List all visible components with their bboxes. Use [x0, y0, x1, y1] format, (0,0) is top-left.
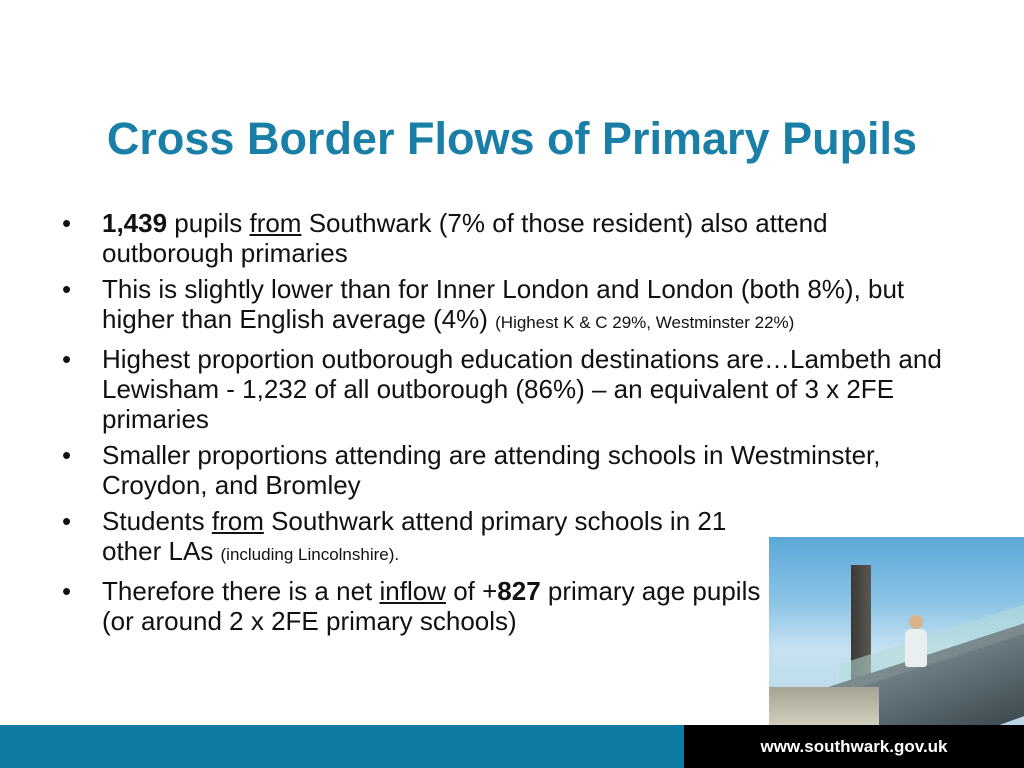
- bullet-item: [60, 344, 960, 434]
- bullet-text: Students: [102, 506, 212, 536]
- bullet-item: [60, 274, 960, 338]
- bullet-item: [60, 440, 960, 500]
- ground-shape: [769, 687, 879, 725]
- bullet-text: Highest proportion outborough education destinations are…Lambeth and Lewisham - 1,232 of all outborough (86%) – an equivalent of 3 x 2FE primaries: [102, 344, 942, 434]
- bullet-note: (including Lincolnshire).: [220, 545, 400, 564]
- footer-url[interactable]: www.southwark.gov.uk: [684, 725, 1024, 768]
- bullet-item: [60, 208, 960, 268]
- bullet-text: Southwark attend primary schools in 21 other LAs: [102, 506, 727, 566]
- bullet-underlined-text: inflow: [379, 576, 446, 606]
- runner-photo: [769, 537, 1024, 725]
- bullet-text: of +: [445, 576, 498, 606]
- bullet-note: (Highest K & C 29%, Westminster 22%): [495, 313, 795, 332]
- bullet-text: Smaller proportions attending are attending schools in Westminster, Croydon, and Bromley: [102, 440, 881, 500]
- runner-body-shape: [905, 629, 927, 667]
- bullet-text: Southwark (7% of those resident) also attend outborough primaries: [102, 208, 828, 268]
- bullet-text: Therefore there is a net: [102, 576, 380, 606]
- bullet-number: 1,439: [102, 208, 168, 238]
- bullet-text: pupils: [167, 208, 250, 238]
- bullet-text: primary age pupils (or around 2 x 2FE primary schools): [102, 576, 761, 636]
- bullet-underlined-text: from: [249, 208, 302, 238]
- slide-title: Cross Border Flows of Primary Pupils: [106, 113, 918, 164]
- bullet-underlined-text: from: [211, 506, 264, 536]
- bullet-item: [60, 506, 742, 570]
- bullet-number: 827: [497, 576, 541, 606]
- bullet-item: [60, 576, 772, 636]
- runner-head-shape: [909, 615, 923, 629]
- bullet-text: This is slightly lower than for Inner London and London (both 8%), but higher than English average (4%): [102, 274, 905, 334]
